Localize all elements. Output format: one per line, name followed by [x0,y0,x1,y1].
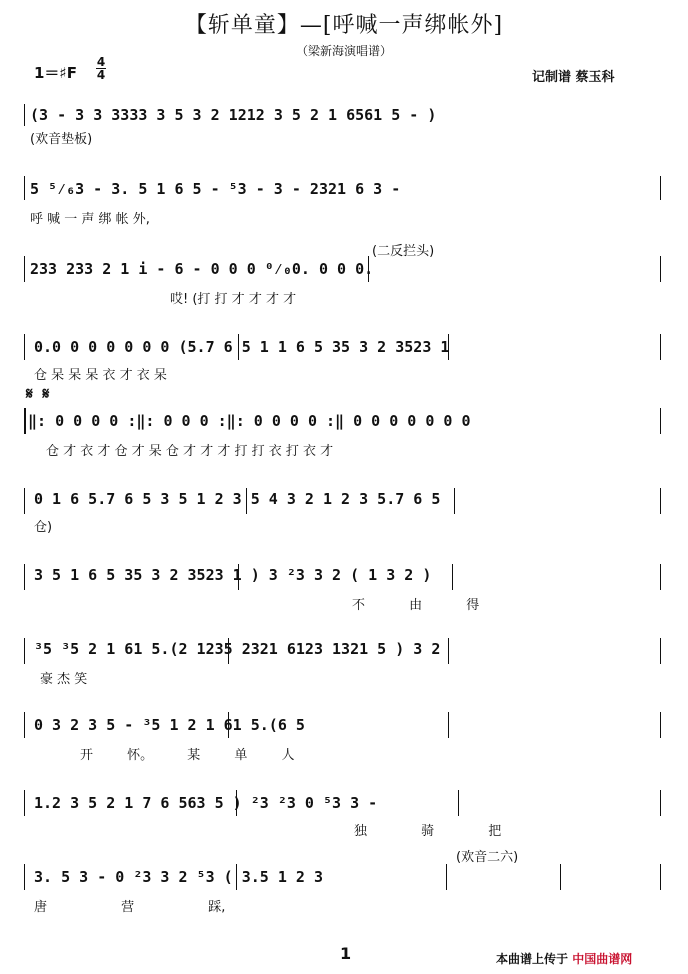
notation-line: 0 1 6 5.7 6 5 3 5 1 2 3 5 4 3 2 1 2 3 5.7 6 5 [34,490,441,508]
notation-line: 233 233 2 1 i - 6 - 0 0 0 ⁰⁄₀0. 0 0 0. [30,260,374,278]
bar-line [24,864,25,890]
score-title: 【斩单童】—[呼喊一声绑帐外] [184,13,504,38]
bar-line [660,334,661,360]
notation-line: ‖: 0 0 0 0 :‖: 0 0 0 :‖: 0 0 0 0 :‖ 0 0 0 0 0 0 0 [28,412,471,430]
bar-line [454,488,455,514]
lyric-line: 仓 才 衣 才 仓 才 呆 仓 才 才 才 打 打 衣 打 衣 才 [46,444,334,459]
time-signature [96,56,106,81]
footer-site-logo: 中国曲谱网 [572,952,633,966]
bar-line [24,712,25,738]
bar-line [446,864,447,890]
bar-line [660,256,661,282]
bar-line [660,790,661,816]
bar-line [660,564,661,590]
bar-line [24,638,25,664]
notation-line: (3 - 3 3 3333 3 5 3 2 1212 3 5 2 1 6561 5 - ) [30,106,437,124]
bar-line [24,488,25,514]
bar-line [24,790,25,816]
annotation-above: (二反拦头) [372,244,435,259]
notation-line: ³5 ³5 2 1 61 5.(2 1235 2321 6123 1321 5 ) 3 2 [34,640,441,658]
bar-line [560,864,561,890]
notation-line: 0.0 0 0 0 0 0 0 (5.7 6 5 1 1 6 5 35 3 2 3523 1 [34,338,450,356]
bar-line [448,638,449,664]
bar-line [448,712,449,738]
bar-line [660,864,661,890]
key-signature: 1＝♯F [34,64,77,82]
bar-line [24,176,25,200]
lyric-line: 仓) [34,520,53,535]
lyric-line: 豪 杰 笑 [40,672,88,687]
lyric-line: 仓 呆 呆 呆 衣 才 衣 呆 [34,368,167,383]
bar-line [452,564,453,590]
score-subtitle: （梁新海演唱谱） [295,44,392,58]
bar-line [24,256,25,282]
lyric-line: 独 骑 把 [354,824,502,839]
lyric-line: 唐 营 踩, [34,900,226,915]
lyric-line: 哎! (打 打 才 才 才 才 [170,292,297,307]
notation-line: 0 3 2 3 5 - ³5 1 2 1 61 5.(6 5 [34,716,305,734]
annotation-above: (欢音二六) [456,850,519,865]
bar-line [660,488,661,514]
page-number: 1 [340,944,352,963]
meter-top: 4 [96,55,106,69]
notation-line: 3. 5 3 - 0 ²3 3 2 ⁵3 ( 3.5 1 2 3 [34,868,323,886]
meter-bottom: 4 [96,68,106,82]
source-footer [496,950,632,967]
bar-line [660,408,661,434]
bar-line [660,638,661,664]
footer-text: 本曲谱上传于 [496,952,569,966]
bar-line [24,104,25,126]
bar-line [458,790,459,816]
lyric-line: (欢音垫板) [30,132,93,147]
segno-marks: 𝄋 𝄋 [26,384,50,403]
bar-line [24,564,25,590]
bar-line [660,176,661,200]
bar-line [660,712,661,738]
lyric-line: 开 怀。 某 单 人 [80,748,295,763]
lyric-line: 呼 喊 一 声 绑 帐 外, [30,212,150,227]
lyric-line: 不 由 得 [352,598,480,613]
notation-line: 1.2 3 5 2 1 7 6 563 5 ) ²3 ²3 0 ⁵3 3 - [34,794,378,812]
bar-line [24,334,25,360]
bar-line [24,408,26,434]
notation-line: 5 ⁵⁄₆3 - 3. 5 1 6 5 - ⁵3 - 3 - 2321 6 3 - [30,180,401,198]
notation-line: 3 5 1 6 5 35 3 2 3523 1 ) 3 ²3 3 2 ( 1 3 2 ) [34,566,432,584]
credit-line: 记制谱 蔡玉科 [532,70,615,85]
